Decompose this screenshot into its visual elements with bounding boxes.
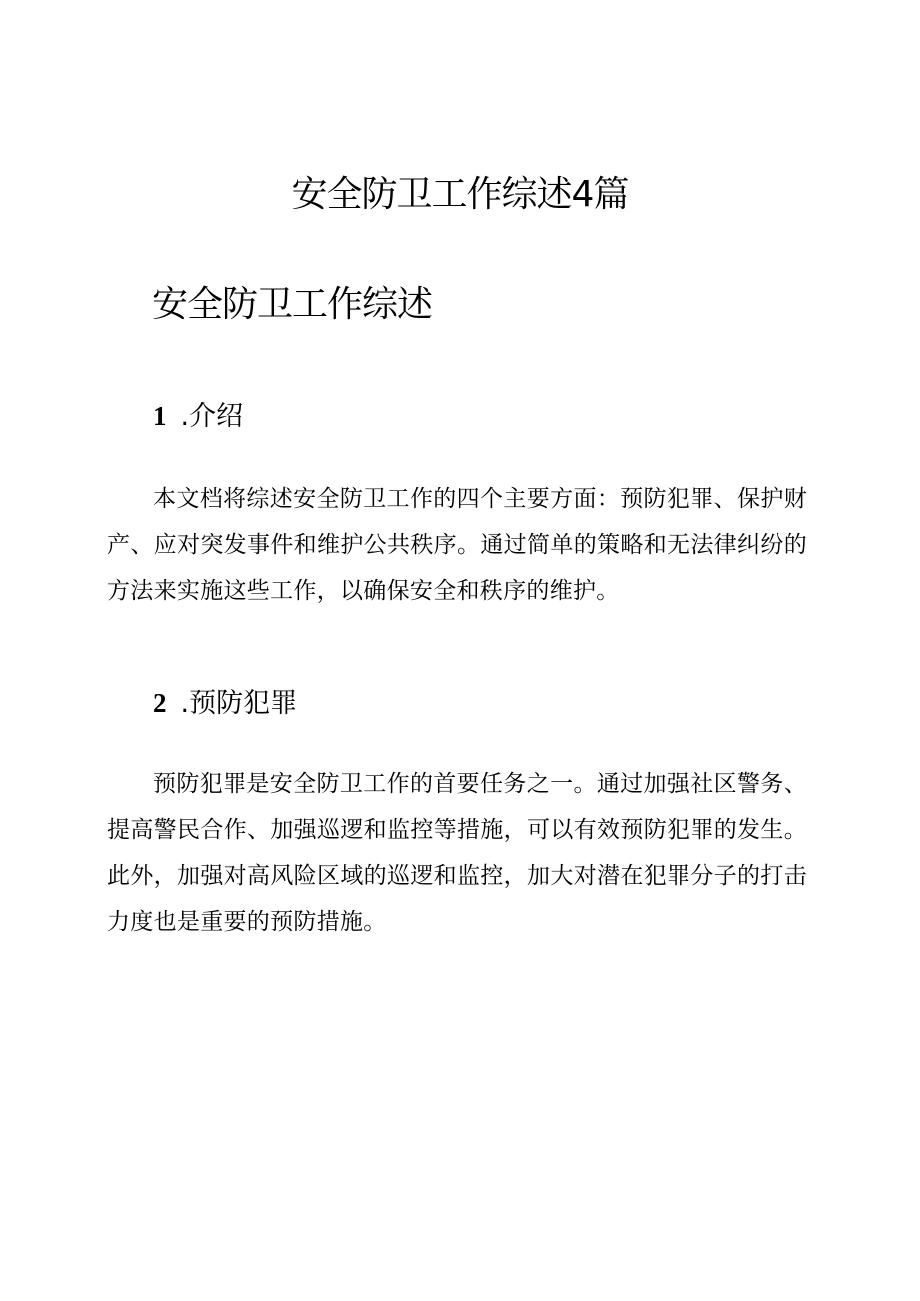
section-paragraph-introduction: 本文档将综述安全防卫工作的四个主要方面：预防犯罪、保护财产、应对突发事件和维护公共秩序。通过简单的策略和无法律纠纷的方法来实施这些工作，以确保安全和秩序的维护。 (107, 486, 807, 604)
section-heading-introduction (153, 396, 243, 437)
section-paragraph-crime-prevention: 预防犯罪是安全防卫工作的首要任务之一。通过加强社区警务、提高警民合作、加强巡逻和监控等措施，可以有效预防犯罪的发生。此外，加强对高风险区域的巡逻和监控，加大对潜在犯罪分子的打击力度也是重要的预防措施。 (107, 771, 807, 935)
section-number: 2 (153, 688, 167, 718)
section-title: .预防犯罪 (180, 688, 298, 719)
document-subtitle: 安全防卫工作综述 (152, 284, 433, 325)
document-title: 安全防卫工作综述4篇 (291, 174, 629, 215)
section-number: 1 (153, 401, 167, 431)
section-title: .介绍 (180, 401, 244, 432)
section-heading-crime-prevention (153, 683, 297, 724)
